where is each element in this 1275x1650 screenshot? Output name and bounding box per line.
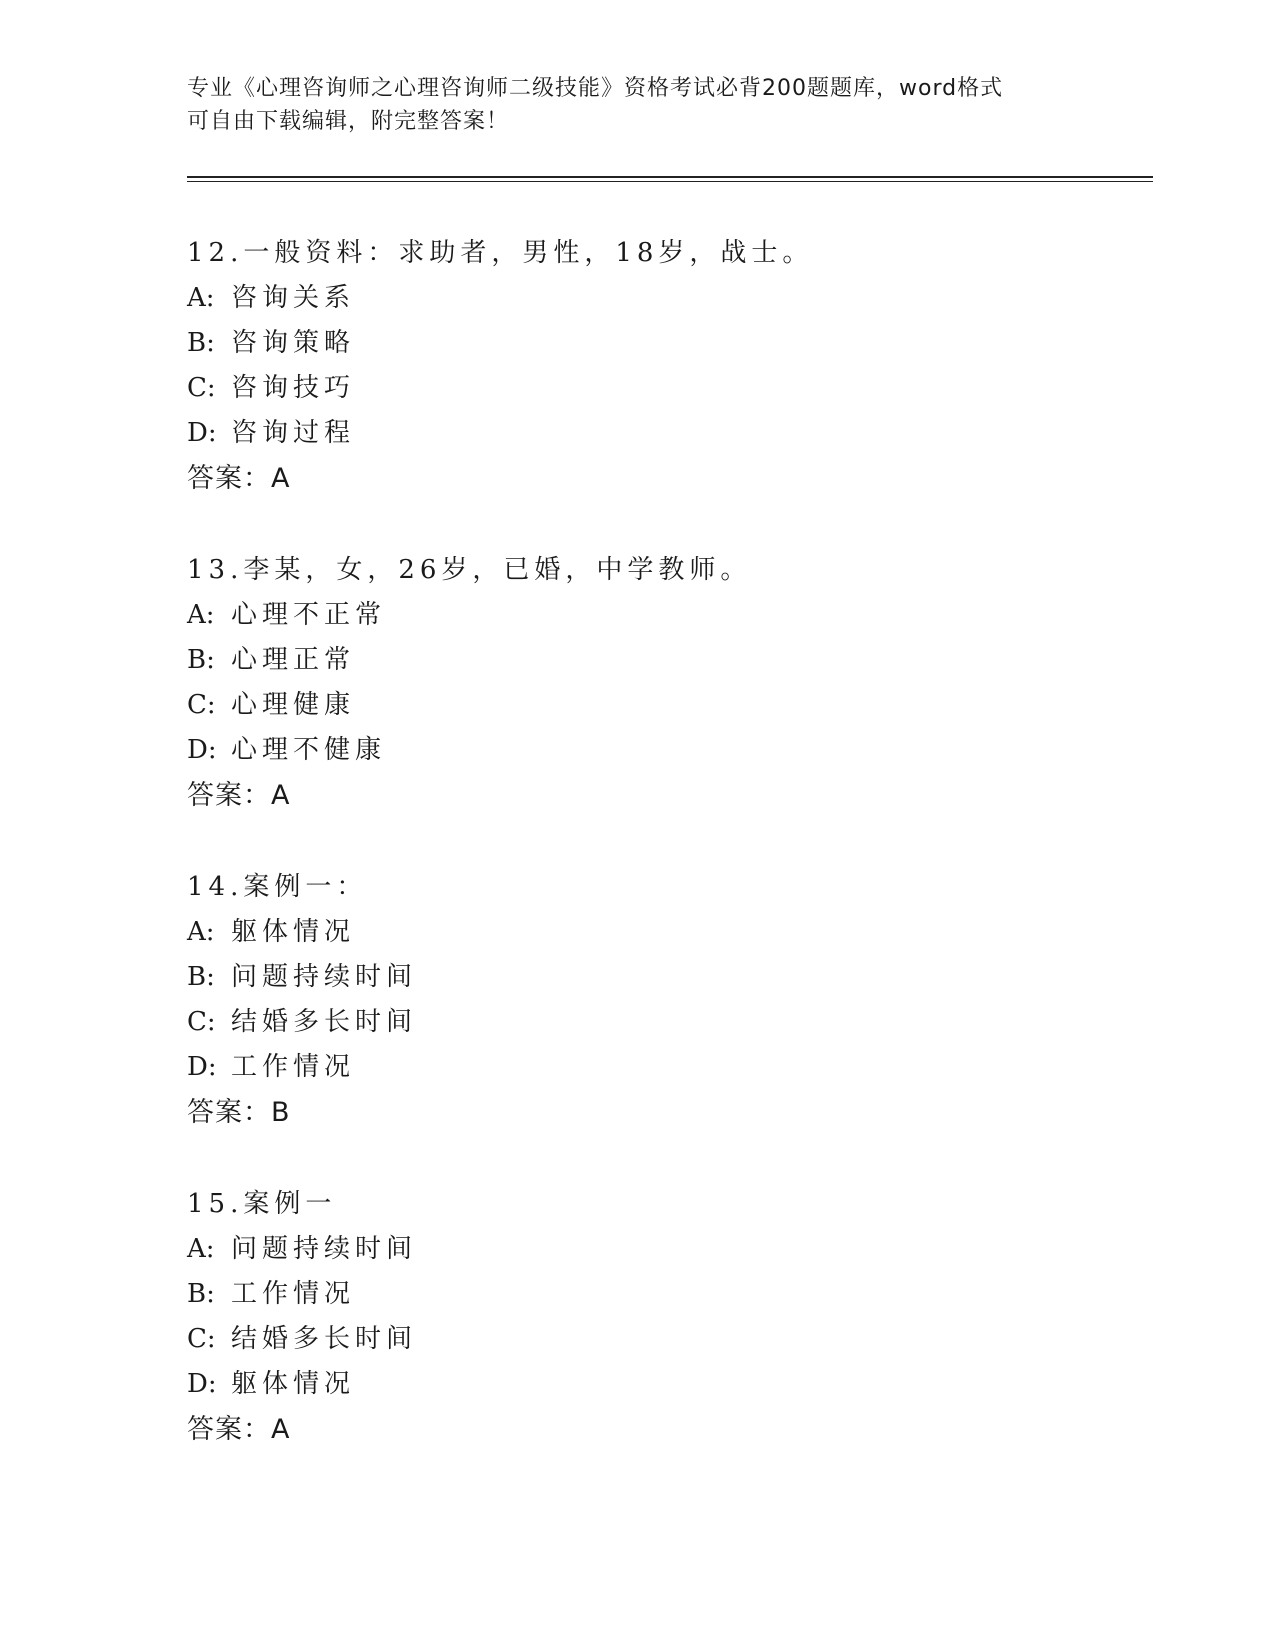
option-letter: B:	[187, 645, 215, 675]
question-12	[187, 231, 1087, 501]
option-text: 心理健康	[231, 690, 356, 720]
option-letter: B:	[187, 962, 215, 992]
option-a	[187, 1227, 1087, 1272]
question-14	[187, 865, 1087, 1135]
option-letter: A:	[187, 600, 215, 630]
option-text: 问题持续时间	[231, 1234, 418, 1264]
option-c	[187, 366, 1087, 411]
option-letter: B:	[187, 1279, 215, 1309]
option-letter: A:	[187, 917, 215, 947]
question-stem: 12.一般资料：求助者，男性，18岁，战士。	[187, 238, 814, 268]
option-letter: A:	[187, 1234, 215, 1264]
answer-line: 答案：A	[187, 463, 291, 494]
option-text: 结婚多长时间	[231, 1324, 418, 1354]
option-d	[187, 411, 1087, 456]
option-letter: D:	[187, 735, 217, 765]
header-line-1: 专业《心理咨询师之心理咨询师二级技能》资格考试必背200题题库，word格式	[187, 76, 1004, 101]
option-letter: A:	[187, 283, 215, 313]
option-letter: C:	[187, 690, 216, 720]
question-13	[187, 548, 1087, 818]
option-letter: D:	[187, 418, 217, 448]
option-b	[187, 955, 1087, 1000]
option-text: 咨询策略	[231, 328, 356, 358]
option-d	[187, 1045, 1087, 1090]
option-text: 躯体情况	[231, 917, 356, 947]
option-text: 咨询关系	[231, 283, 356, 313]
option-c	[187, 1317, 1087, 1362]
header-line-2: 可自由下载编辑，附完整答案！	[187, 109, 510, 134]
option-text: 心理正常	[231, 645, 356, 675]
option-c	[187, 1000, 1087, 1045]
option-text: 躯体情况	[231, 1369, 356, 1399]
option-text: 咨询过程	[231, 418, 356, 448]
answer-line: 答案：A	[187, 780, 291, 811]
question-stem: 13.李某，女，26岁，已婚，中学教师。	[187, 555, 752, 585]
option-text: 咨询技巧	[231, 373, 356, 403]
option-letter: B:	[187, 328, 215, 358]
option-b	[187, 1272, 1087, 1317]
option-a	[187, 593, 1087, 638]
option-letter: C:	[187, 1324, 216, 1354]
question-15	[187, 1182, 1087, 1452]
option-text: 问题持续时间	[231, 962, 418, 992]
question-stem: 15.案例一	[187, 1189, 337, 1219]
option-text: 结婚多长时间	[231, 1007, 418, 1037]
option-d	[187, 728, 1087, 773]
option-d	[187, 1362, 1087, 1407]
option-a	[187, 276, 1087, 321]
option-letter: C:	[187, 1007, 216, 1037]
option-text: 工作情况	[231, 1052, 356, 1082]
document-header	[187, 72, 1087, 138]
option-b	[187, 321, 1087, 366]
answer-line: 答案：A	[187, 1414, 291, 1445]
option-letter: D:	[187, 1369, 217, 1399]
option-c	[187, 683, 1087, 728]
option-letter: C:	[187, 373, 216, 403]
option-text: 工作情况	[231, 1279, 356, 1309]
option-letter: D:	[187, 1052, 217, 1082]
answer-line: 答案：B	[187, 1097, 291, 1128]
option-text: 心理不健康	[231, 735, 387, 765]
option-text: 心理不正常	[231, 600, 387, 630]
option-b	[187, 638, 1087, 683]
option-a	[187, 910, 1087, 955]
question-stem: 14.案例一：	[187, 872, 368, 902]
header-divider	[187, 176, 1153, 182]
